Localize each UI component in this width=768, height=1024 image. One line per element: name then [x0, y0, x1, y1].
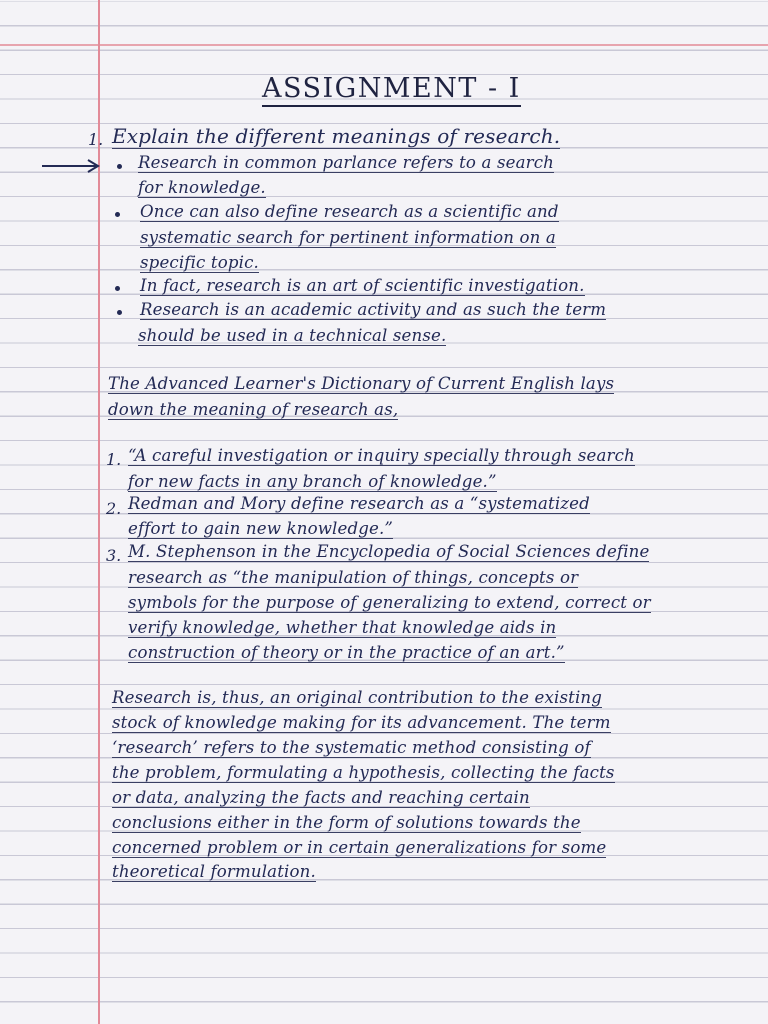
bullet-4-line-1: Research is an academic activity and as such the term	[140, 300, 607, 319]
conclusion-line-1: Research is, thus, an original contribution to the existing	[112, 688, 603, 707]
arrow-right-icon	[40, 158, 102, 174]
conclusion-line-7: concerned problem or in certain generalizations for some	[112, 838, 607, 857]
bullet-2-line-2: systematic search for pertinent information on a	[140, 228, 556, 247]
bullet-4-line-2: should be used in a technical sense.	[138, 326, 447, 345]
conclusion-line-4: the problem, formulating a hypothesis, collecting the facts	[112, 763, 615, 782]
bullet-1-line-2: for knowledge.	[138, 178, 266, 197]
conclusion-line-3: ‘research’ refers to the systematic method consisting of	[112, 738, 591, 757]
bullet-2-line-3: specific topic.	[140, 253, 259, 272]
definition-1-line-2: for new facts in any branch of knowledge.”	[128, 472, 497, 491]
conclusion-line-6: conclusions either in the form of solutions towards the	[112, 813, 581, 832]
definition-2-line-1: Redman and Mory define research as a “systematized	[128, 494, 590, 513]
definition-3-line-1: M. Stephenson in the Encyclopedia of Social Sciences define	[128, 542, 650, 561]
definition-3-line-4: verify knowledge, whether that knowledge aids in	[128, 618, 557, 637]
bullet-1-line-1: Research in common parlance refers to a search	[138, 153, 555, 172]
conclusion-line-8: theoretical formulation.	[112, 862, 316, 881]
dictionary-intro-line-2: down the meaning of research as,	[108, 400, 399, 419]
definition-number: 1.	[106, 450, 122, 469]
margin-line	[98, 0, 100, 1024]
definition-2-line-2: effort to gain new knowledge.”	[128, 519, 394, 538]
top-red-rule	[0, 44, 768, 46]
bullet-3-line-1: In fact, research is an art of scientific investigation.	[140, 276, 585, 295]
definition-3-line-5: construction of theory or in the practice of an art.”	[128, 643, 565, 662]
page-title: ASSIGNMENT - I	[262, 74, 521, 107]
dictionary-intro-line-1: The Advanced Learner's Dictionary of Current English lays	[108, 374, 615, 393]
bullet-dot	[117, 164, 122, 169]
definition-number: 3.	[106, 546, 122, 565]
bullet-dot	[115, 286, 120, 291]
bullet-dot	[117, 310, 122, 315]
bullet-2-line-1: Once can also define research as a scientific and	[140, 202, 559, 221]
conclusion-line-2: stock of knowledge making for its advancement. The term	[112, 713, 611, 732]
definition-1-line-1: “A careful investigation or inquiry specially through search	[128, 446, 635, 465]
bullet-dot	[115, 212, 120, 217]
definition-3-line-3: symbols for the purpose of generalizing to extend, correct or	[128, 593, 651, 612]
definition-number: 2.	[106, 499, 122, 518]
question-text: Explain the different meanings of research.	[112, 124, 561, 148]
definition-3-line-2: research as “the manipulation of things, concepts or	[128, 568, 579, 587]
conclusion-line-5: or data, analyzing the facts and reaching certain	[112, 788, 530, 807]
question-number: 1.	[88, 130, 104, 149]
